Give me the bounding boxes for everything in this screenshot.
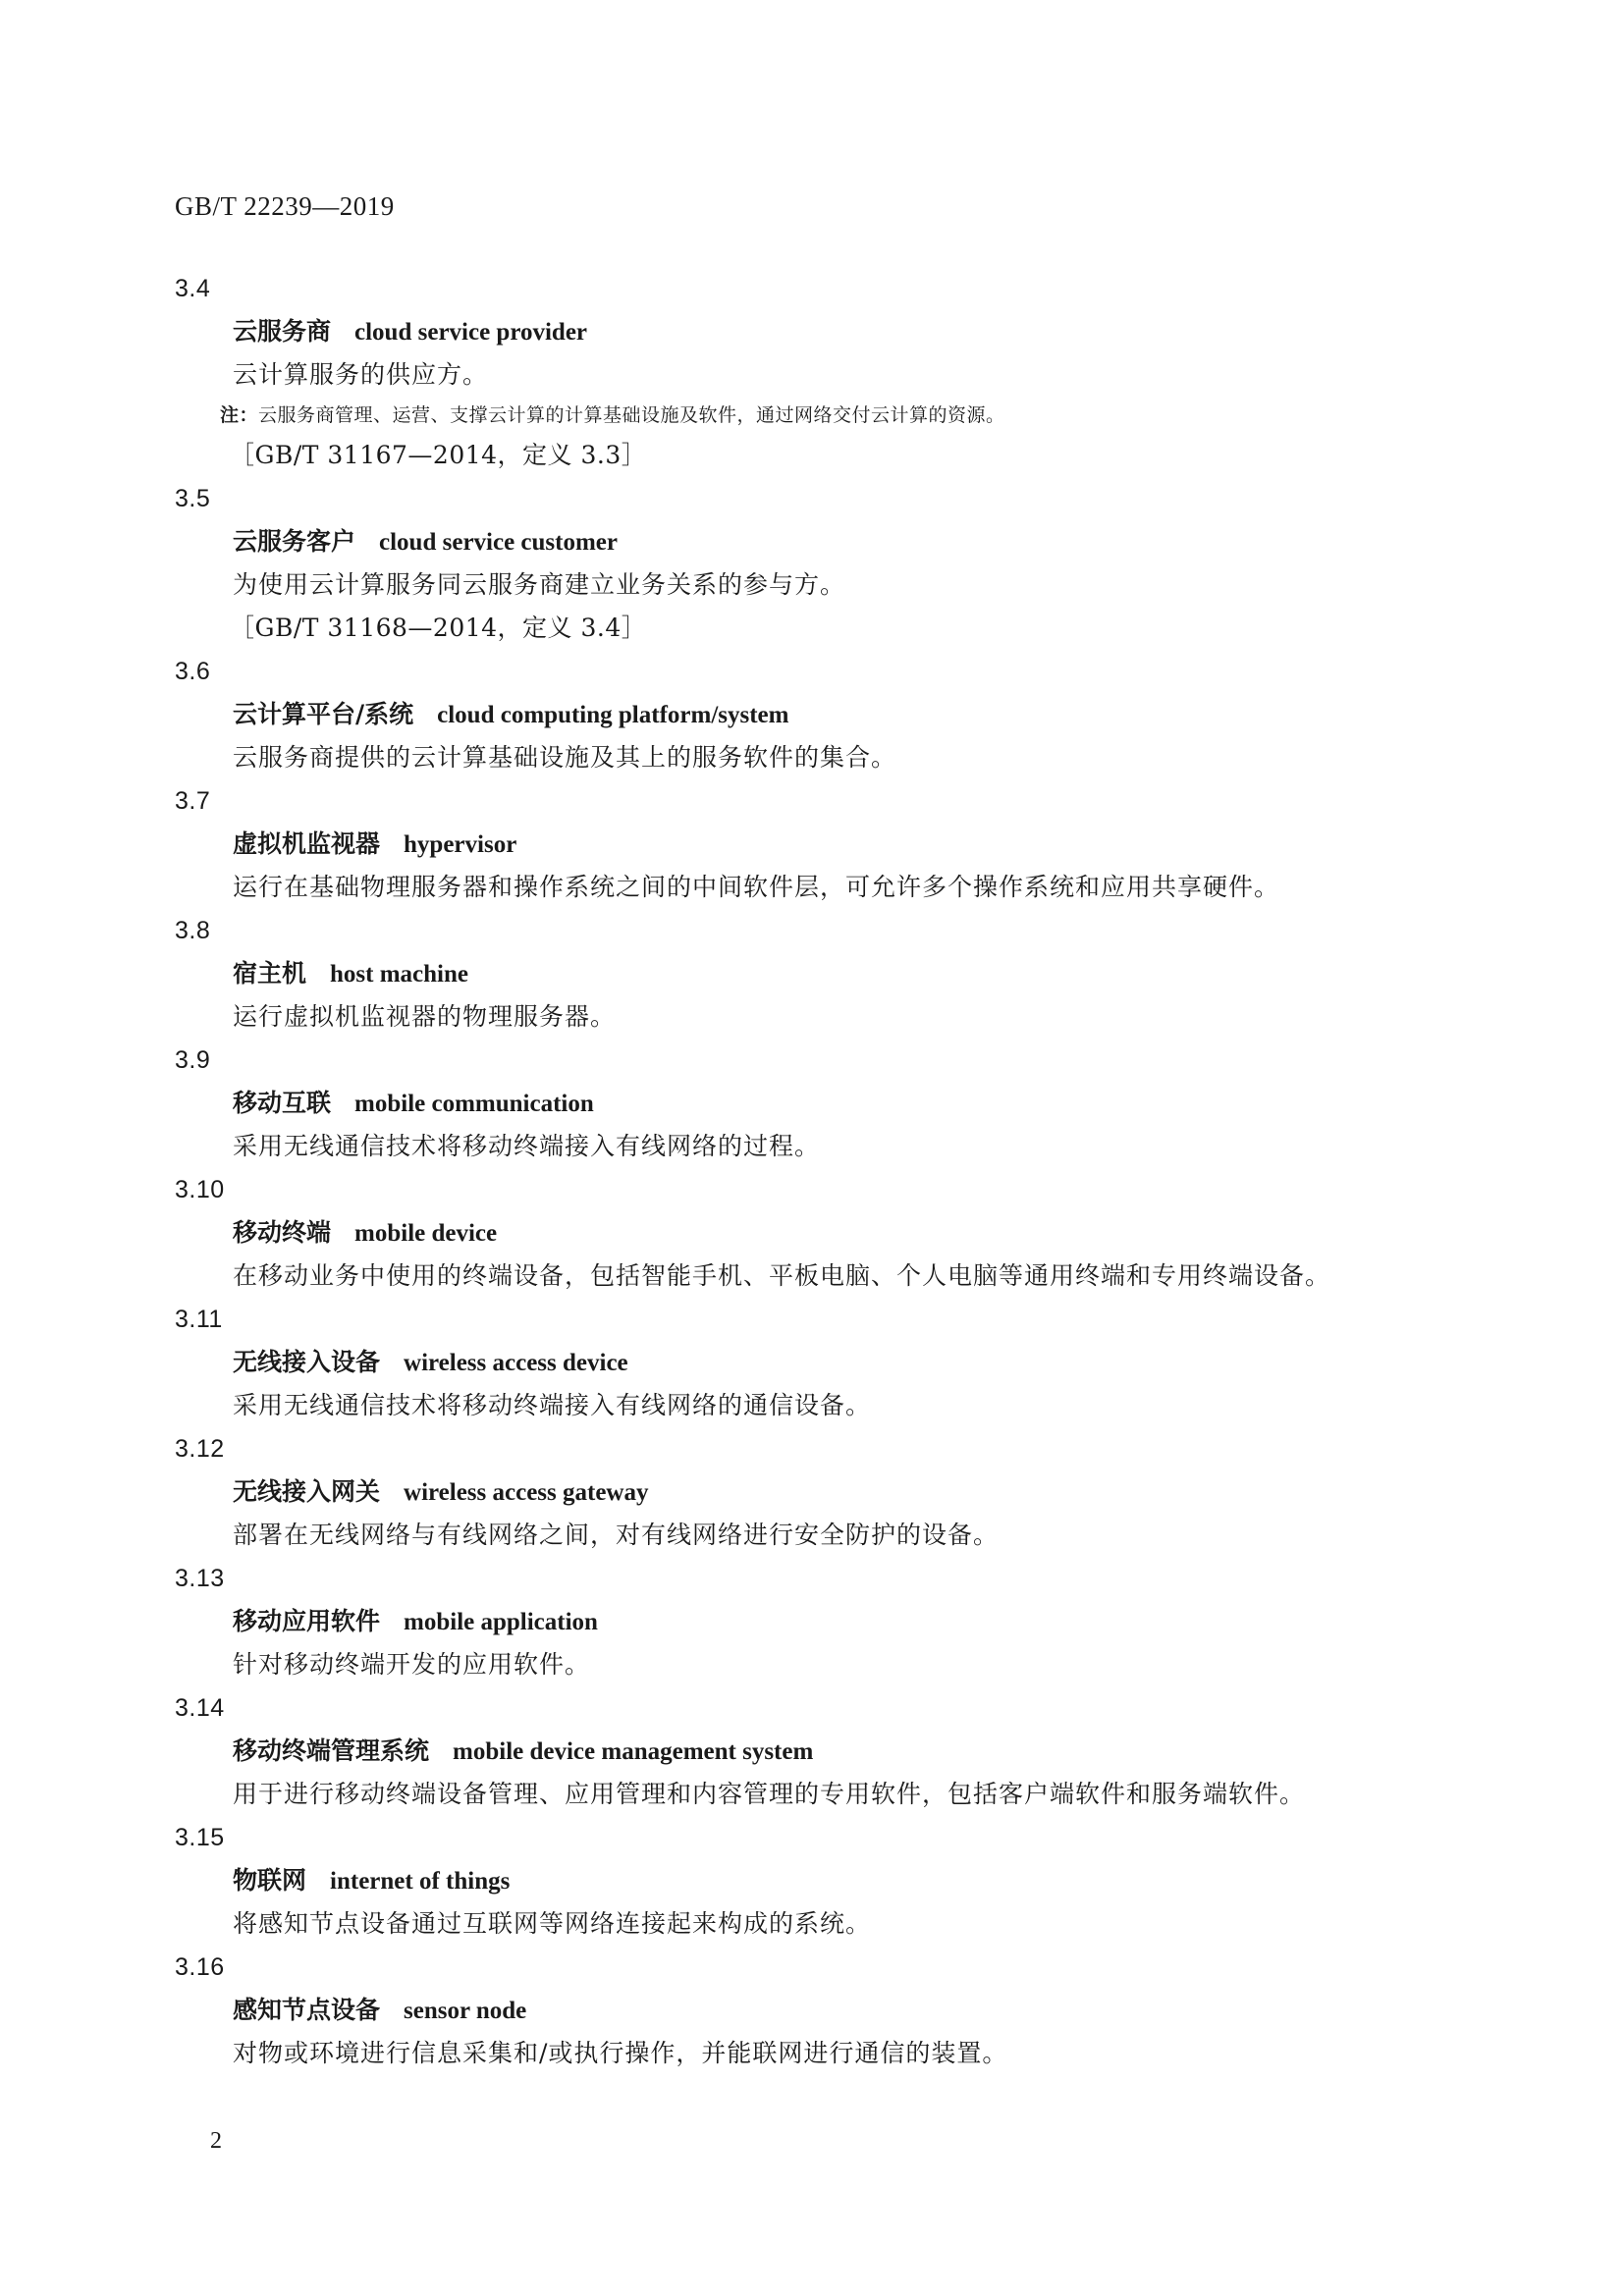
term-english: mobile application	[404, 1609, 598, 1635]
term-chinese: 物联网	[233, 1866, 307, 1895]
entry-definition: 部署在无线网络与有线网络之间，对有线网络进行安全防护的设备。	[233, 1521, 1000, 1549]
term-entry-3-11	[175, 1298, 1471, 1427]
term-entry-3-9	[175, 1039, 1471, 1168]
entry-definition: 云计算服务的供应方。	[233, 360, 489, 389]
entry-number: 3.8	[175, 917, 211, 944]
term-english: cloud computing platform/system	[437, 702, 789, 728]
term-entry-3-16	[175, 1946, 1471, 2075]
entry-term	[175, 310, 1471, 353]
entry-note	[175, 397, 1471, 434]
term-english: wireless access gateway	[404, 1479, 649, 1506]
term-english: sensor node	[404, 1998, 527, 2024]
entry-number: 3.12	[175, 1435, 225, 1463]
term-definition-list	[175, 267, 1471, 2075]
term-entry-3-12	[175, 1427, 1471, 1557]
page-number: 2	[210, 2128, 222, 2154]
entry-term	[175, 823, 1471, 866]
term-entry-3-8	[175, 909, 1471, 1039]
term-chinese: 无线接入网关	[233, 1477, 381, 1506]
entry-definition: 运行虚拟机监视器的物理服务器。	[233, 1002, 617, 1031]
term-chinese: 感知节点设备	[233, 1996, 381, 2024]
term-chinese: 移动终端管理系统	[233, 1736, 430, 1765]
entry-definition: 云服务商提供的云计算基础设施及其上的服务软件的集合。	[233, 743, 897, 772]
term-chinese: 无线接入设备	[233, 1348, 381, 1376]
entry-term	[175, 1859, 1471, 1902]
term-chinese: 云服务客户	[233, 527, 356, 556]
entry-source-reference: ［GB/T 31167—2014，定义 3.3］	[230, 441, 647, 469]
term-english: mobile device management system	[453, 1738, 814, 1765]
term-entry-3-6	[175, 650, 1471, 779]
entry-number: 3.5	[175, 485, 211, 512]
entry-term	[175, 952, 1471, 995]
note-text: 云服务商管理、运营、支撑云计算的计算基础设施及软件，通过网络交付云计算的资源。	[258, 404, 1005, 426]
term-english: hypervisor	[404, 831, 517, 858]
term-english: wireless access device	[404, 1350, 628, 1376]
entry-term	[175, 1211, 1471, 1255]
entry-definition: 为使用云计算服务同云服务商建立业务关系的参与方。	[233, 570, 846, 599]
entry-number: 3.13	[175, 1565, 225, 1592]
term-chinese: 移动互联	[233, 1089, 332, 1117]
term-english: mobile device	[354, 1220, 498, 1247]
entry-definition: 用于进行移动终端设备管理、应用管理和内容管理的专用软件，包括客户端软件和服务端软件。	[233, 1780, 1306, 1808]
entry-number: 3.4	[175, 275, 211, 302]
term-entry-3-13	[175, 1557, 1471, 1686]
term-chinese: 云计算平台/系统	[233, 700, 414, 728]
term-english: internet of things	[330, 1868, 511, 1895]
entry-number: 3.11	[175, 1306, 223, 1333]
entry-number: 3.14	[175, 1694, 225, 1722]
entry-definition: 采用无线通信技术将移动终端接入有线网络的通信设备。	[233, 1391, 872, 1419]
note-label: 注：	[220, 404, 259, 426]
entry-term	[175, 1341, 1471, 1384]
term-chinese: 云服务商	[233, 317, 332, 346]
term-english: mobile communication	[354, 1091, 594, 1117]
term-entry-3-7	[175, 779, 1471, 909]
entry-definition: 针对移动终端开发的应用软件。	[233, 1650, 591, 1679]
term-chinese: 移动应用软件	[233, 1607, 381, 1635]
term-entry-3-15	[175, 1816, 1471, 1946]
entry-definition: 运行在基础物理服务器和操作系统之间的中间软件层，可允许多个操作系统和应用共享硬件。	[233, 873, 1280, 901]
entry-number: 3.7	[175, 787, 211, 815]
term-entry-3-5	[175, 477, 1471, 650]
term-english: cloud service customer	[379, 529, 618, 556]
entry-number: 3.9	[175, 1046, 211, 1074]
term-english: host machine	[330, 961, 468, 988]
term-english: cloud service provider	[354, 319, 588, 346]
entry-definition: 在移动业务中使用的终端设备，包括智能手机、平板电脑、个人电脑等通用终端和专用终端设备。	[233, 1261, 1331, 1290]
term-chinese: 虚拟机监视器	[233, 829, 381, 858]
entry-source-reference: ［GB/T 31168—2014，定义 3.4］	[230, 614, 647, 642]
entry-number: 3.15	[175, 1824, 225, 1851]
entry-definition: 对物或环境进行信息采集和/或执行操作，并能联网进行通信的装置。	[233, 2039, 1008, 2067]
entry-term	[175, 1600, 1471, 1643]
term-chinese: 移动终端	[233, 1218, 332, 1247]
term-entry-3-4	[175, 267, 1471, 477]
entry-number: 3.6	[175, 658, 211, 685]
term-entry-3-14	[175, 1686, 1471, 1816]
entry-term	[175, 1470, 1471, 1514]
entry-number: 3.10	[175, 1176, 225, 1203]
entry-term	[175, 1082, 1471, 1125]
entry-term	[175, 693, 1471, 736]
entry-definition: 采用无线通信技术将移动终端接入有线网络的过程。	[233, 1132, 821, 1160]
term-chinese: 宿主机	[233, 959, 307, 988]
document-header-standard-id: GB/T 22239—2019	[175, 191, 395, 221]
term-entry-3-10	[175, 1168, 1471, 1298]
entry-term	[175, 1989, 1471, 2032]
entry-term	[175, 1730, 1471, 1773]
entry-term	[175, 520, 1471, 563]
entry-definition: 将感知节点设备通过互联网等网络连接起来构成的系统。	[233, 1909, 872, 1938]
entry-number: 3.16	[175, 1953, 225, 1981]
